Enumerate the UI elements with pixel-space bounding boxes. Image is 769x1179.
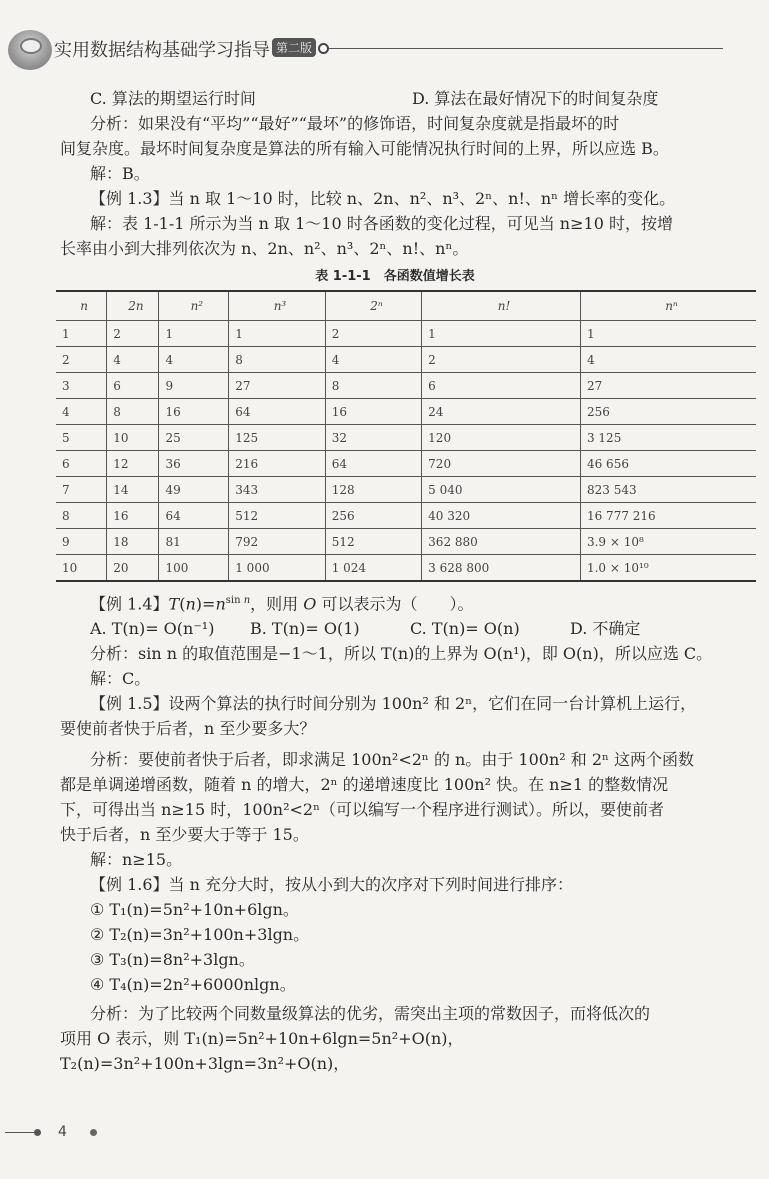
- table-cell: 256: [325, 503, 421, 529]
- table-cell: 216: [229, 451, 325, 477]
- table-cell: 2: [62, 352, 70, 367]
- option-c: C. 算法的期望运行时间: [90, 89, 256, 108]
- growth-table: [56, 290, 756, 582]
- table-cell: 128: [325, 477, 421, 503]
- table-cell: 3 628 800: [422, 555, 581, 582]
- table-row: [56, 555, 756, 582]
- example-1-6-analysis: 分析：为了比较两个同数量级算法的优劣，需突出主项的常数因子，而将低次的: [90, 1004, 651, 1024]
- option-c: C. T(n)= O(n): [410, 619, 520, 639]
- analysis-text: 分析：如果没有“平均”“最好”“最坏”的修饰语，时间复杂度就是指最坏的时: [90, 114, 620, 133]
- table-cell: 7: [62, 482, 70, 497]
- table-cell: 2: [107, 321, 159, 347]
- table-cell: 27: [580, 373, 756, 399]
- column-header: nⁿ: [580, 291, 756, 321]
- table-cell: 49: [159, 477, 229, 503]
- table-cell: 343: [229, 477, 325, 503]
- table-cell: 5 040: [422, 477, 581, 503]
- table-row: [56, 373, 756, 399]
- table-cell: 2: [325, 321, 421, 347]
- book-title: 实用数据结构基础学习指导: [54, 40, 270, 61]
- table-cell: 81: [159, 529, 229, 555]
- table-cell: 1: [62, 326, 70, 341]
- table-cell: 8: [62, 508, 70, 523]
- table-cell: 1: [159, 321, 229, 347]
- table-cell: 4: [107, 347, 159, 373]
- table-cell: 27: [229, 373, 325, 399]
- option-b: B. T(n)= O(1): [250, 619, 360, 639]
- column-header: n³: [229, 291, 325, 321]
- example-1-6-item: ③ T₃(n)=8n²+3lgn。: [90, 950, 255, 970]
- example-1-6-item: ④ T₄(n)=2n²+6000nlgn。: [90, 975, 296, 995]
- example-1-3-question: 【例 1.3】当 n 取 1～10 时，比较 n、2n、n²、n³、2ⁿ、n!、nⁿ 增长率的变化。: [90, 189, 676, 208]
- table-cell: 24: [422, 399, 581, 425]
- example-1-5-analysis: 快于后者，n 至少要大于等于 15。: [60, 825, 309, 845]
- table-cell: 16 777 216: [580, 503, 756, 529]
- table-cell: 8: [229, 347, 325, 373]
- column-header: n: [80, 299, 89, 313]
- running-header: [0, 22, 769, 72]
- table-cell: 6: [62, 456, 70, 471]
- table-cell: 6: [422, 373, 581, 399]
- page-footer: [0, 1124, 200, 1144]
- footer-rule: [5, 1132, 37, 1133]
- example-1-4-question: 【例 1.4】$T(n)=n^{sin n}$，则用 O 可以表示为（ ）。: [90, 594, 474, 614]
- option-a: A. T(n)= O(n⁻¹): [90, 619, 215, 639]
- table-cell: 6: [107, 373, 159, 399]
- table-cell: 14: [107, 477, 159, 503]
- table-cell: 1.0 × 10¹⁰: [580, 555, 756, 582]
- table-cell: 9: [62, 534, 70, 549]
- edition-badge: 第二版: [272, 38, 316, 57]
- table-cell: 720: [422, 451, 581, 477]
- example-1-5-answer: 解：n≥15。: [90, 850, 183, 870]
- table-cell: 2: [422, 347, 581, 373]
- table-cell: 362 880: [422, 529, 581, 555]
- example-1-4-options: [60, 616, 730, 641]
- table-cell: 4: [580, 347, 756, 373]
- table-cell: 8: [325, 373, 421, 399]
- table-cell: 10: [62, 560, 78, 575]
- table-cell: 16: [107, 503, 159, 529]
- page-body: [60, 86, 730, 1076]
- option-d: D. 不确定: [570, 619, 641, 639]
- prev-question-options: [60, 86, 730, 111]
- example-1-4-answer: 解：C。: [90, 669, 151, 689]
- book-logo-icon: [8, 30, 52, 70]
- table-cell: 256: [580, 399, 756, 425]
- table-cell: 1 024: [325, 555, 421, 582]
- table-row: [56, 477, 756, 503]
- table-cell: 46 656: [580, 451, 756, 477]
- table-cell: 1: [229, 321, 325, 347]
- table-cell: 823 543: [580, 477, 756, 503]
- answer-text: 解：B。: [90, 164, 150, 183]
- example-1-6-question: 【例 1.6】当 n 充分大时，按从小到大的次序对下列时间进行排序：: [90, 875, 574, 895]
- example-1-3-solution: 解：表 1-1-1 所示为当 n 取 1～10 时各函数的变化过程，可见当 n≥10 时，按增: [90, 214, 673, 233]
- table-cell: 16: [325, 399, 421, 425]
- analysis-text: 间复杂度。最坏时间复杂度是算法的所有输入可能情况执行时间的上界，所以应选 B。: [60, 139, 669, 158]
- header-rule: [328, 48, 723, 49]
- example-1-4-analysis: 分析：sin n 的取值范围是−1～1，所以 T(n)的上界为 O(n¹)，即 O(n)，所以应选 C。: [90, 644, 713, 664]
- option-d: D. 算法在最好情况下的时间复杂度: [412, 89, 659, 108]
- footer-dot-icon: [90, 1129, 97, 1136]
- table-cell: 64: [325, 451, 421, 477]
- table-cell: 10: [107, 425, 159, 451]
- example-1-6-item: ② T₂(n)=3n²+100n+3lgn。: [90, 925, 310, 945]
- column-header: n!: [422, 291, 581, 321]
- table-cell: 9: [159, 373, 229, 399]
- table-cell: 1: [422, 321, 581, 347]
- table-cell: 64: [159, 503, 229, 529]
- table-cell: 4: [159, 347, 229, 373]
- table-cell: 16: [159, 399, 229, 425]
- table-cell: 3: [62, 378, 70, 393]
- table-cell: 18: [107, 529, 159, 555]
- example-1-5-analysis: 分析：要使前者快于后者，即求满足 100n²<2ⁿ 的 n。由于 100n² 和 2ⁿ 这两个函数: [90, 750, 695, 770]
- column-header: 2n: [107, 291, 159, 321]
- example-1-5-question: 要使前者快于后者，n 至少要多大？: [60, 719, 316, 739]
- example-1-5-question: 【例 1.5】设两个算法的执行时间分别为 100n² 和 2ⁿ，它们在同一台计算机上运行，: [90, 694, 697, 714]
- table-cell: 1: [580, 321, 756, 347]
- table-cell: 125: [229, 425, 325, 451]
- example-1-6-item: ① T₁(n)=5n²+10n+6lgn。: [90, 900, 299, 920]
- table-cell: 64: [229, 399, 325, 425]
- table-row: [56, 503, 756, 529]
- example-1-6-analysis: 项用 O 表示，则 T₁(n)=5n²+10n+6lgn=5n²+O(n)，T₂(n)=3n²+100n+3lgn=3n²+O(n)，: [60, 1029, 464, 1074]
- table-cell: 3 125: [580, 425, 756, 451]
- table-row: [56, 425, 756, 451]
- table-caption: 表 1-1-1 各函数值增长表: [315, 269, 475, 284]
- table-cell: 4: [62, 404, 70, 419]
- table-cell: 40 320: [422, 503, 581, 529]
- column-header: 2ⁿ: [325, 291, 421, 321]
- table-cell: 512: [229, 503, 325, 529]
- table-cell: 792: [229, 529, 325, 555]
- page-number: 4: [58, 1124, 67, 1140]
- footer-dot-icon: [34, 1129, 41, 1136]
- table-cell: 8: [107, 399, 159, 425]
- table-cell: 25: [159, 425, 229, 451]
- table-cell: 120: [422, 425, 581, 451]
- table-cell: 100: [159, 555, 229, 582]
- table-row: [56, 399, 756, 425]
- table-row: [56, 321, 756, 347]
- table-row: [56, 451, 756, 477]
- column-header: n²: [159, 291, 229, 321]
- table-cell: 32: [325, 425, 421, 451]
- table-cell: 36: [159, 451, 229, 477]
- example-1-3-solution: 长率由小到大排列依次为 n、2n、n²、n³、2ⁿ、n!、nⁿ。: [60, 239, 469, 258]
- example-1-5-analysis: 下，可得出当 n≥15 时，100n²<2ⁿ（可以编写一个程序进行测试）。所以，要使前者: [60, 800, 665, 820]
- table-row: [56, 529, 756, 555]
- example-1-5-analysis: 都是单调递增函数，随着 n 的增大，2ⁿ 的递增速度比 100n² 快。在 n≥1 的整数情况: [60, 775, 669, 795]
- table-cell: 20: [107, 555, 159, 582]
- table-cell: 1 000: [229, 555, 325, 582]
- table-cell: 512: [325, 529, 421, 555]
- table-cell: 4: [325, 347, 421, 373]
- table-cell: 5: [62, 430, 70, 445]
- table-header-row: [56, 291, 756, 321]
- table-row: [56, 347, 756, 373]
- table-cell: 3.9 × 10⁸: [580, 529, 756, 555]
- table-cell: 12: [107, 451, 159, 477]
